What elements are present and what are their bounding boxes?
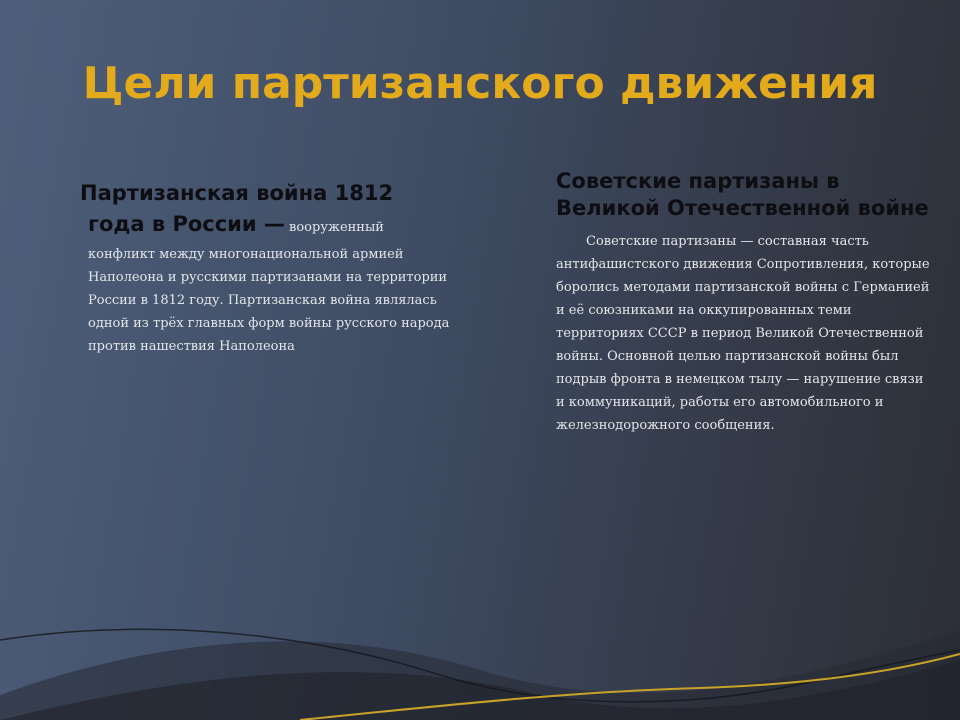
left-heading-text: года в России — <box>88 212 285 236</box>
left-column <box>80 178 465 358</box>
left-heading-line-2 <box>80 209 465 243</box>
left-body-inline: вооруженный <box>284 220 384 235</box>
right-heading: Советские партизаны в Великой Отечественной войне <box>556 169 929 220</box>
left-heading-line-1: Партизанская война 1812 <box>80 181 394 205</box>
slide-title: Цели партизанского движения <box>82 58 878 109</box>
decorative-swoosh <box>0 600 960 720</box>
right-body-text: Советские партизаны — составная часть антифашистского движения Сопротивления, которые боролись методами партизанской войны с Германией и её союзниками на оккупированных теми территориях СССР в период Великой Отечественной войны. Основной целью партизанской войны был подрыв фронта в немецком тылу — нарушение связи и коммуникаций, работы его автомобильного и железнодорожного сообщения. <box>556 234 930 433</box>
right-column <box>556 168 936 437</box>
left-body-text: конфликт между многонациональной армией Наполеона и русскими партизанами на территории России в 1812 году. Партизанская война являлась одной из трёх главных форм войны русского народа против нашествия Наполеона <box>88 247 450 354</box>
